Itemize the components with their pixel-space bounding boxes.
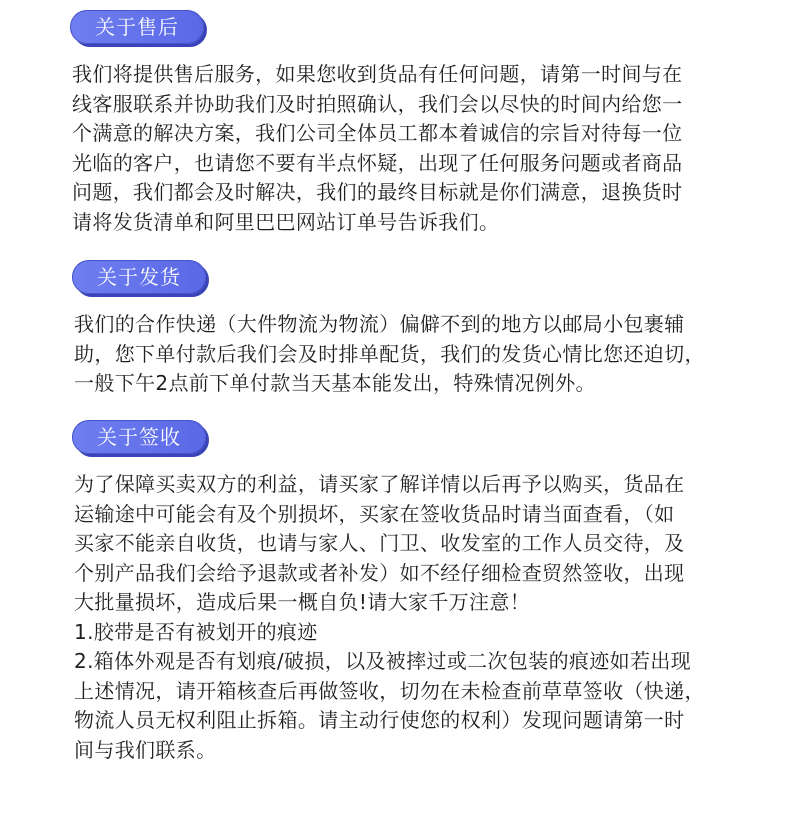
receipt-heading-badge bbox=[72, 420, 206, 454]
after-sales-line: 光临的客户，也请您不要有半点怀疑，出现了任何服务问题或者商品 bbox=[72, 150, 683, 175]
after-sales-line: 个满意的解决方案，我们公司全体员工都本着诚信的宗旨对待每一位 bbox=[72, 121, 683, 145]
receipt-line: 1.胶带是否有被划开的痕迹 bbox=[74, 619, 318, 644]
after-sales-line: 请将发货清单和阿里巴巴网站订单号告诉我们。 bbox=[72, 209, 500, 234]
after-sales-line: 问题，我们都会及时解决，我们的最终目标就是你们满意，退换货时 bbox=[72, 180, 683, 204]
shipping-line: 助，您下单付款后我们会及时排单配货，我们的发货心情比您还迫切， bbox=[74, 341, 705, 366]
after-sales-heading-badge bbox=[70, 10, 204, 44]
receipt-line: 大批量损坏，造成后果一概自负!请大家千万注意！ bbox=[74, 590, 531, 614]
after-sales-line: 我们将提供售后服务，如果您收到货品有任何问题，请第一时间与在 bbox=[72, 62, 683, 86]
receipt-text bbox=[74, 470, 705, 765]
receipt-heading: 关于签收 bbox=[97, 425, 181, 449]
after-sales-heading: 关于售后 bbox=[95, 15, 179, 39]
after-sales-text bbox=[72, 60, 683, 237]
shipping-line: 一般下午2点前下单付款当天基本能发出，特殊情况例外。 bbox=[74, 371, 596, 395]
shipping-text bbox=[74, 310, 705, 399]
shipping-heading-badge bbox=[72, 260, 206, 294]
receipt-line: 运输途中可能会有及个别损坏，买家在签收货品时请当面查看，（如 bbox=[74, 501, 675, 526]
receipt-line: 间与我们联系。 bbox=[74, 737, 217, 762]
receipt-line: 个别产品我们会给予退款或者补发）如不经仔细检查贸然签收，出现 bbox=[74, 560, 685, 585]
shipping-line: 我们的合作快递（大件物流为物流）偏僻不到的地方以邮局小包裹辅 bbox=[74, 312, 685, 336]
receipt-line: 上述情况，请开箱核查后再做签收，切勿在未检查前草草签收（快递， bbox=[74, 678, 705, 703]
receipt-line: 2.箱体外观是否有划痕/破损，以及被摔过或二次包装的痕迹如若出现 bbox=[74, 649, 692, 673]
after-sales-line: 线客服联系并协助我们及时拍照确认，我们会以尽快的时间内给您一 bbox=[72, 91, 683, 116]
receipt-line: 买家不能亲自收货，也请与家人、门卫、收发室的工作人员交待，及 bbox=[74, 531, 685, 555]
shipping-heading: 关于发货 bbox=[97, 265, 181, 289]
receipt-line: 为了保障买卖双方的利益，请买家了解详情以后再予以购买，货品在 bbox=[74, 472, 685, 496]
receipt-line: 物流人员无权利阻止拆箱。请主动行使您的权利）发现问题请第一时 bbox=[74, 708, 685, 732]
